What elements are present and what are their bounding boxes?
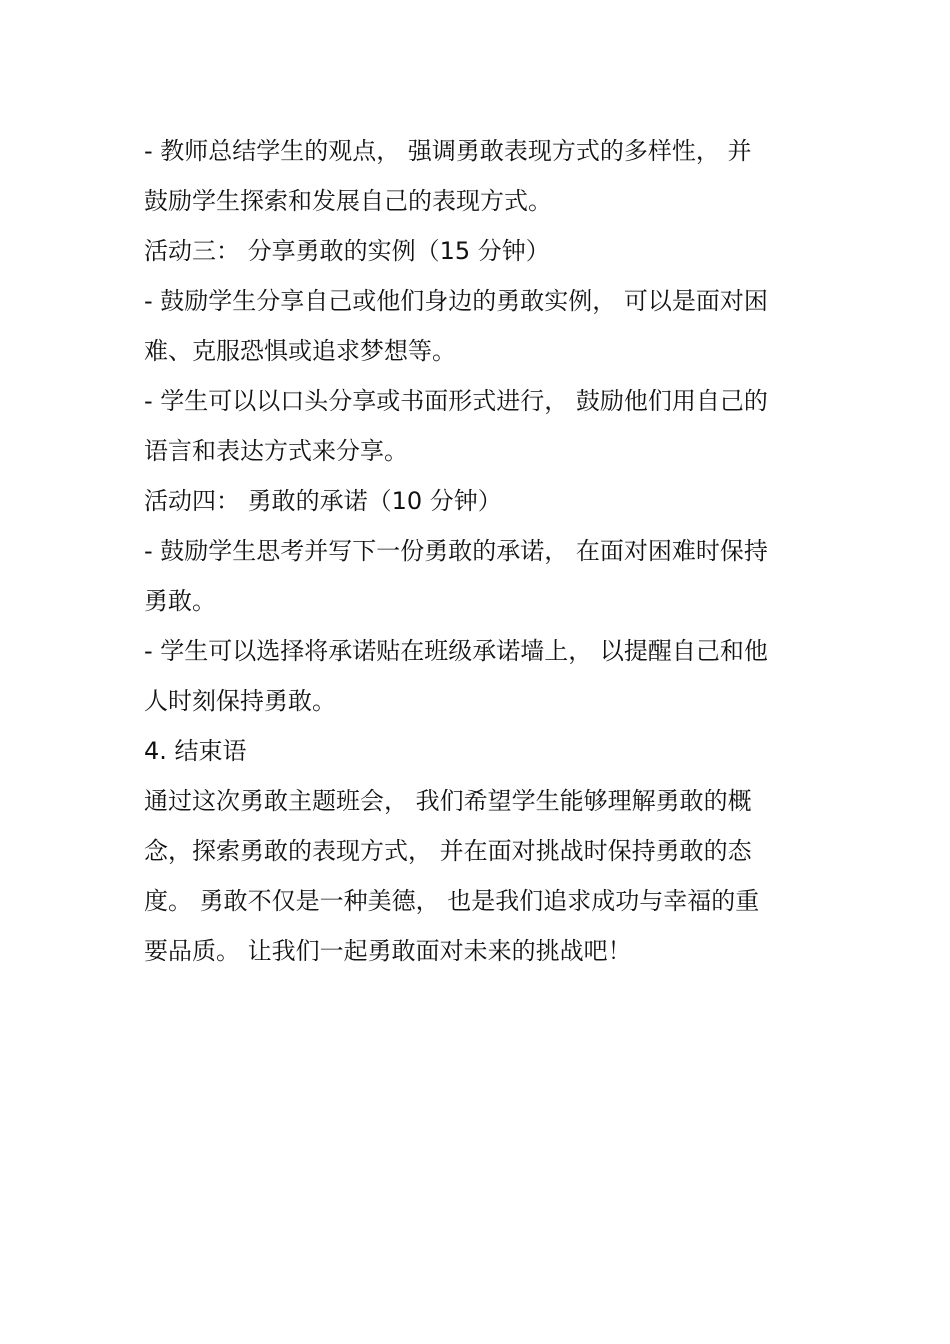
text-line: 勇敢。 — [144, 587, 216, 615]
text-line: - 教师总结学生的观点， 强调勇敢表现方式的多样性， 并 — [144, 137, 752, 165]
section-heading: 活动四： 勇敢的承诺（10 分钟） — [144, 487, 502, 515]
text-line: - 鼓励学生分享自己或他们身边的勇敢实例， 可以是面对困 — [144, 287, 768, 315]
document-body — [144, 126, 808, 976]
text-line: 念，探索勇敢的表现方式， 并在面对挑战时保持勇敢的态 — [144, 837, 752, 865]
text-line: - 学生可以以口头分享或书面形式进行， 鼓励他们用自己的 — [144, 387, 768, 415]
text-line: 度。 勇敢不仅是一种美德， 也是我们追求成功与幸福的重 — [144, 887, 760, 915]
text-line: - 学生可以选择将承诺贴在班级承诺墙上， 以提醒自己和他 — [144, 637, 768, 665]
section-heading: 4. 结束语 — [144, 737, 247, 765]
text-line: 鼓励学生探索和发展自己的表现方式。 — [144, 187, 552, 215]
text-line: 难、克服恐惧或追求梦想等。 — [144, 337, 456, 365]
text-line: - 鼓励学生思考并写下一份勇敢的承诺， 在面对困难时保持 — [144, 537, 768, 565]
text-line: 人时刻保持勇敢。 — [144, 687, 336, 715]
text-line: 通过这次勇敢主题班会， 我们希望学生能够理解勇敢的概 — [144, 787, 752, 815]
text-line: 语言和表达方式来分享。 — [144, 437, 408, 465]
text-line: 要品质。 让我们一起勇敢面对未来的挑战吧！ — [144, 937, 632, 965]
section-heading: 活动三： 分享勇敢的实例（15 分钟） — [144, 237, 550, 265]
